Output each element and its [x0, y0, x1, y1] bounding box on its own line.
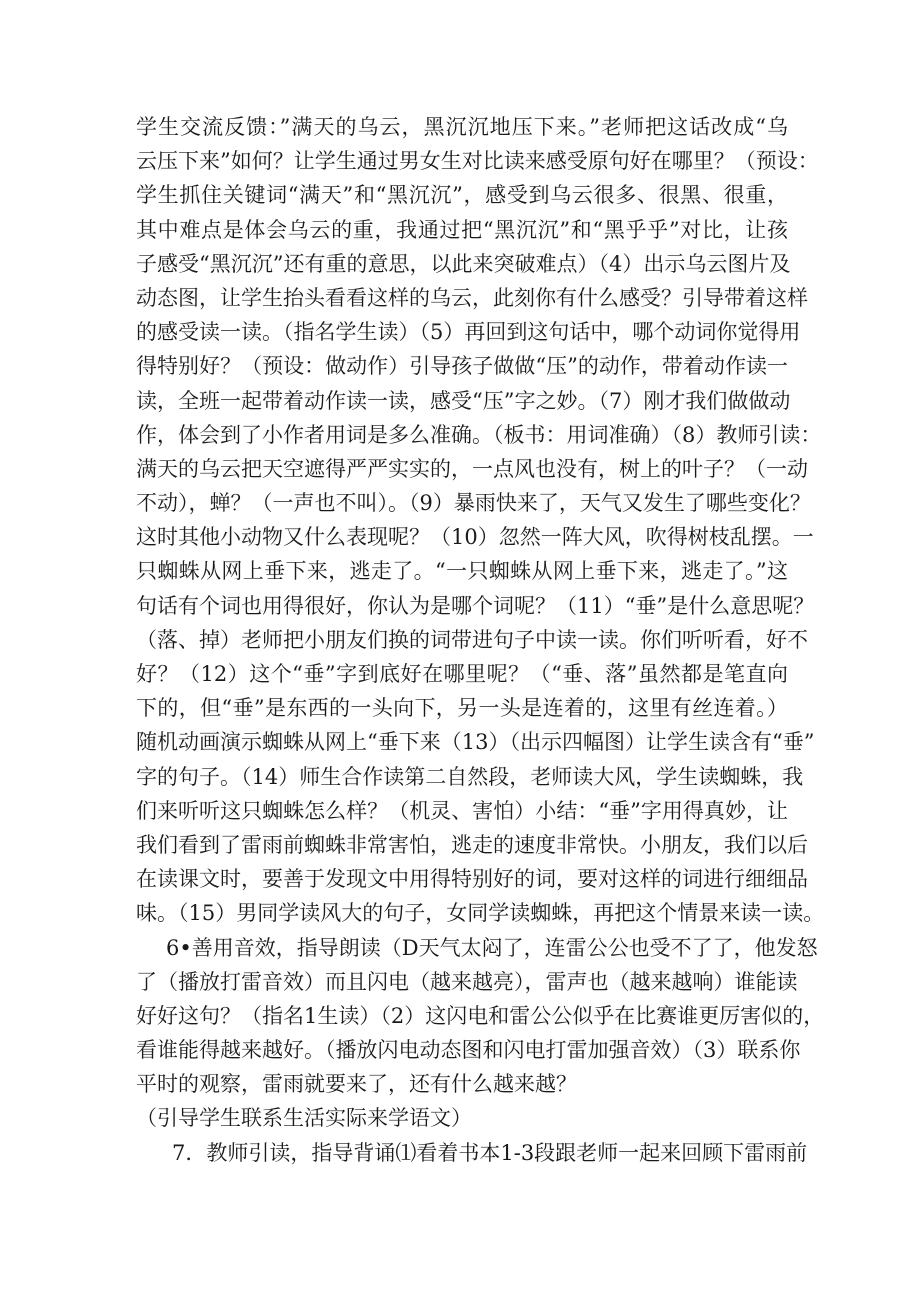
text-line: 这时其他小动物又什么表现呢？（10）忽然一阵大风，吹得树枝乱摆。一 [136, 525, 814, 550]
text-line: 6•善用音效，指导朗读（D天气太闷了，连雷公公也受不了了，他发怒 [166, 935, 818, 960]
text-line: 得特别好？（预设：做动作）引导孩子做做“压”的动作，带着动作读一 [136, 354, 788, 379]
text-line: 看谁能得越来越好。（播放闪电动态图和闪电打雷加强音效）（3）联系你 [136, 1038, 801, 1063]
text-line: 不动），蝉？（一声也不叫）。（9）暴雨快来了，天气又发生了哪些变化？ [136, 491, 811, 516]
text-line: 下的，但“垂”是东西的一头向下，另一头是连着的，这里有丝连着。） [136, 696, 788, 721]
text-line: 学生抓住关键词“满天”和“黑沉沉”，感受到乌云很多、很黑、很重， [136, 183, 788, 208]
text-line: 味。（15）男同学读风大的句子，女同学读蜘蛛，再把这个情景来读一读。 [136, 901, 825, 926]
text-line: 好好这句？（指名1生读）（2）这闪电和雷公公似乎在比赛谁更厉害似的， [136, 1003, 825, 1028]
text-line: 7．教师引读，指导背诵⑴看着书本1-3段跟老师一起来回顾下雷雨前 [172, 1140, 808, 1165]
text-line: （落、掉）老师把小朋友们换的词带进句子中读一读。你们听听看，好不 [136, 627, 808, 652]
document-body [136, 110, 825, 1170]
text-line: 作，体会到了小作者用词是多么准确。（板书：用词准确）（8）教师引读： [136, 422, 822, 447]
text-line: 句话有个词也用得很好，你认为是哪个词呢？（11）“垂”是什么意思呢？ [136, 593, 815, 618]
text-line: 平时的观察，雷雨就要来了，还有什么越来越？ [136, 1072, 577, 1097]
text-line: 子感受“黑沉沉”还有重的意思，以此来突破难点）（4）出示乌云图片及 [136, 251, 791, 276]
text-line: 满天的乌云把天空遮得严严实实的，一点风也没有，树上的叶子？（一动 [136, 456, 808, 481]
text-line: 学生交流反馈：”满天的乌云，黑沉沉地压下来。”老师把这话改成“乌 [136, 115, 788, 139]
text-line: 读，全班一起带着动作读一读，感受“压”字之妙。（7）刚才我们做做动 [136, 388, 791, 413]
text-line: 随机动画演示蜘蛛从网上“垂下来（13）（出示四幅图）让学生读含有“垂” [136, 730, 815, 755]
text-line: （引导学生联系生活实际来学语文） [136, 1106, 472, 1131]
text-line: 动态图，让学生抬头看看这样的乌云，此刻你有什么感受？引导带着这样 [136, 285, 808, 310]
text-line: 们来听听这只蜘蛛怎么样？（机灵、害怕）小结：“垂”字用得真妙，让 [136, 798, 788, 823]
text-line: 其中难点是体会乌云的重，我通过把“黑沉沉”和“黑乎乎”对比，让孩 [136, 217, 788, 242]
text-line: 的感受读一读。（指名学生读）（5）再回到这句话中，哪个动词你觉得用 [136, 320, 801, 345]
text-line: 云压下来”如何？让学生通过男女生对比读来感受原句好在哪里？（预设： [136, 149, 819, 174]
text-line: 了（播放打雷音效）而且闪电（越来越亮），雷声也（越来越响）谁能读 [136, 969, 798, 994]
text-line: 在读课文时，要善于发现文中用得特别好的词，要对这样的词进行细细品 [136, 867, 808, 892]
text-line: 字的句子。（14）师生合作读第二自然段，老师读大风，学生读蜘蛛，我 [136, 764, 804, 789]
text-line: 好？（12）这个“垂”字到底好在哪里呢？（“垂、落”虽然都是笔直向 [136, 662, 788, 686]
text-line: 我们看到了雷雨前蜘蛛非常害怕，逃走的速度非常快。小朋友，我们以后 [136, 832, 808, 857]
text-line: 只蜘蛛从网上垂下来，逃走了。“一只蜘蛛从网上垂下来，逃走了。”这 [136, 559, 788, 584]
